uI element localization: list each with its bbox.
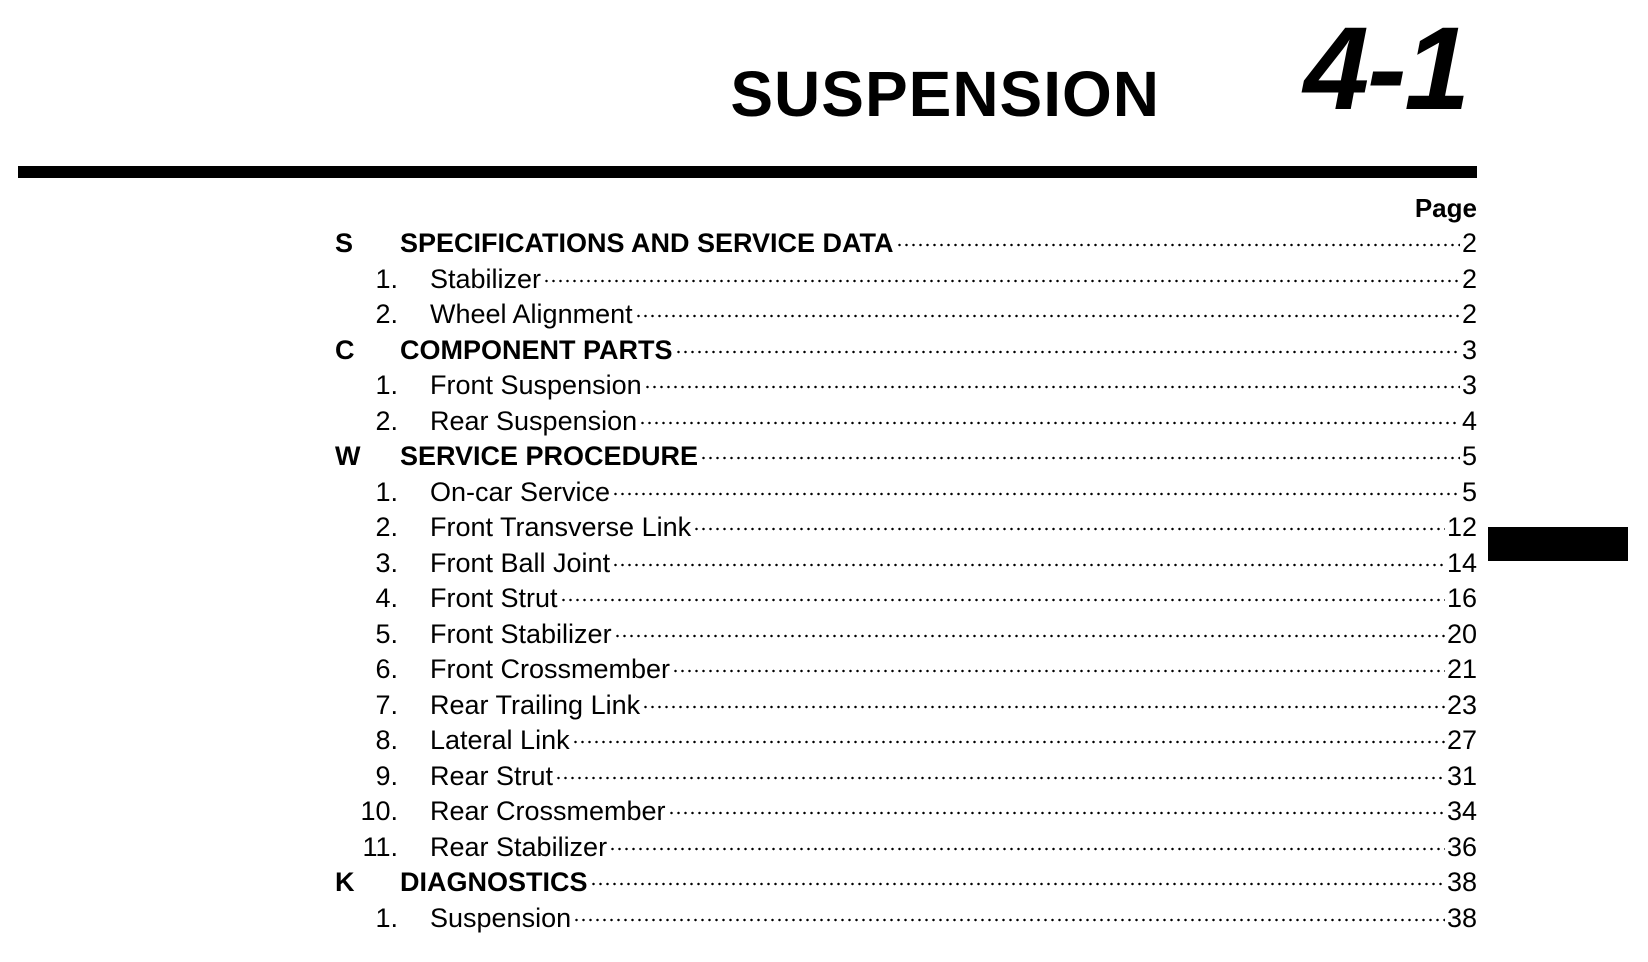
toc-item-row[interactable] — [335, 794, 1477, 830]
toc-item-row[interactable] — [335, 830, 1477, 866]
dot-leader — [555, 776, 1445, 780]
dot-leader — [609, 847, 1445, 851]
item-number: 6. — [375, 654, 398, 684]
dot-leader — [560, 598, 1445, 602]
dot-leader — [612, 492, 1460, 496]
page-number: 21 — [1446, 654, 1477, 684]
dot-leader — [612, 563, 1445, 567]
toc-entry-title: On-car Service — [430, 476, 611, 507]
chapter-title: SUSPENSION — [730, 58, 1160, 130]
toc-item-row[interactable] — [335, 759, 1477, 795]
item-number: 1. — [375, 370, 398, 400]
toc-item-row[interactable] — [335, 688, 1477, 724]
dot-leader — [642, 705, 1445, 709]
toc-entry-title: Rear Crossmember — [430, 796, 666, 826]
toc-entry-title: Front Strut — [430, 583, 558, 613]
page-number: 27 — [1446, 725, 1477, 755]
page-number: 16 — [1446, 583, 1477, 613]
toc-section-row[interactable] — [335, 333, 1477, 369]
item-number: 7. — [375, 689, 398, 720]
item-number: 4. — [375, 583, 398, 613]
dot-leader — [614, 634, 1445, 638]
page-number: 38 — [1446, 902, 1477, 933]
toc-section-row[interactable] — [335, 439, 1477, 475]
chapter-number: 4-1 — [1303, 3, 1468, 135]
page-number: 14 — [1446, 547, 1477, 578]
dot-leader — [668, 811, 1445, 815]
page-number: 3 — [1461, 370, 1477, 400]
dot-leader — [635, 314, 1460, 318]
dot-leader — [693, 527, 1445, 531]
dot-leader — [896, 243, 1460, 247]
toc-entry-title: Front Suspension — [430, 370, 642, 400]
dot-leader — [639, 421, 1460, 425]
toc-entry-title: SPECIFICATIONS AND SERVICE DATA — [400, 228, 894, 258]
page-number: 4 — [1461, 405, 1477, 436]
header-rule — [18, 166, 1477, 178]
toc-section-row[interactable] — [335, 865, 1477, 901]
page-column-header: Page — [1414, 193, 1477, 223]
section-marker: S — [335, 228, 354, 258]
toc-entry-title: Front Ball Joint — [430, 547, 611, 578]
item-number: 2. — [375, 512, 398, 542]
page-number: 38 — [1446, 867, 1477, 897]
toc-item-row[interactable] — [335, 404, 1477, 440]
dot-leader — [543, 279, 1460, 283]
toc-item-row[interactable] — [335, 475, 1477, 511]
page-number: 12 — [1446, 512, 1477, 542]
toc-entry-title: Front Transverse Link — [430, 512, 692, 542]
item-number: 8. — [375, 725, 398, 755]
toc-item-row[interactable] — [335, 652, 1477, 688]
toc-entry-title: Front Crossmember — [430, 654, 671, 684]
toc-section-row[interactable] — [335, 226, 1477, 262]
toc-entry-title: Rear Suspension — [430, 405, 638, 436]
dot-leader — [675, 350, 1460, 354]
page-number: 34 — [1446, 796, 1477, 826]
page-number: 20 — [1446, 618, 1477, 649]
toc-item-row[interactable] — [335, 581, 1477, 617]
toc-entry-title: SERVICE PROCEDURE — [400, 441, 699, 471]
page-number: 3 — [1461, 334, 1477, 365]
toc-entry-title: Rear Trailing Link — [430, 689, 641, 720]
item-number: 1. — [375, 263, 398, 294]
toc-entry-title: DIAGNOSTICS — [400, 867, 588, 897]
toc-item-row[interactable] — [335, 510, 1477, 546]
toc-entry-title: Rear Stabilizer — [430, 831, 608, 862]
section-marker: K — [335, 867, 355, 897]
dot-leader — [672, 669, 1445, 673]
page-number: 31 — [1446, 760, 1477, 791]
page-number: 5 — [1461, 476, 1477, 507]
page-number: 2 — [1461, 228, 1477, 258]
item-number: 10. — [360, 796, 398, 826]
page-number: 2 — [1461, 299, 1477, 329]
item-number: 9. — [375, 760, 398, 791]
item-number: 5. — [375, 618, 398, 649]
page-number: 36 — [1446, 831, 1477, 862]
dot-leader — [644, 385, 1460, 389]
section-marker: W — [335, 441, 361, 471]
toc-item-row[interactable] — [335, 617, 1477, 653]
item-number: 1. — [375, 476, 398, 507]
page-number: 23 — [1446, 689, 1477, 720]
toc-entry-title: Stabilizer — [430, 263, 542, 294]
toc-entry-title: Wheel Alignment — [430, 299, 633, 329]
toc-entry-title: COMPONENT PARTS — [400, 334, 673, 365]
toc-item-row[interactable] — [335, 546, 1477, 582]
toc-rows — [335, 226, 1477, 936]
toc-item-row[interactable] — [335, 901, 1477, 937]
item-number: 3. — [375, 547, 398, 578]
toc-entry-title: Lateral Link — [430, 725, 570, 755]
item-number: 1. — [375, 902, 398, 933]
dot-leader — [590, 882, 1445, 886]
section-marker: C — [335, 334, 355, 365]
toc-entry-title: Rear Strut — [430, 760, 554, 791]
toc-entry-title: Front Stabilizer — [430, 618, 612, 649]
table-of-contents — [335, 190, 1477, 936]
toc-item-row[interactable] — [335, 297, 1477, 333]
dot-leader — [573, 918, 1445, 922]
page-number: 2 — [1461, 263, 1477, 294]
item-number: 11. — [362, 831, 398, 862]
toc-item-row[interactable] — [335, 368, 1477, 404]
toc-item-row[interactable] — [335, 723, 1477, 759]
toc-item-row[interactable] — [335, 262, 1477, 298]
item-number: 2. — [375, 405, 398, 436]
dot-leader — [700, 456, 1460, 460]
item-number: 2. — [375, 299, 398, 329]
section-index-tab — [1488, 527, 1628, 561]
toc-entry-title: Suspension — [430, 902, 572, 933]
page-number: 5 — [1461, 441, 1477, 471]
dot-leader — [572, 740, 1445, 744]
